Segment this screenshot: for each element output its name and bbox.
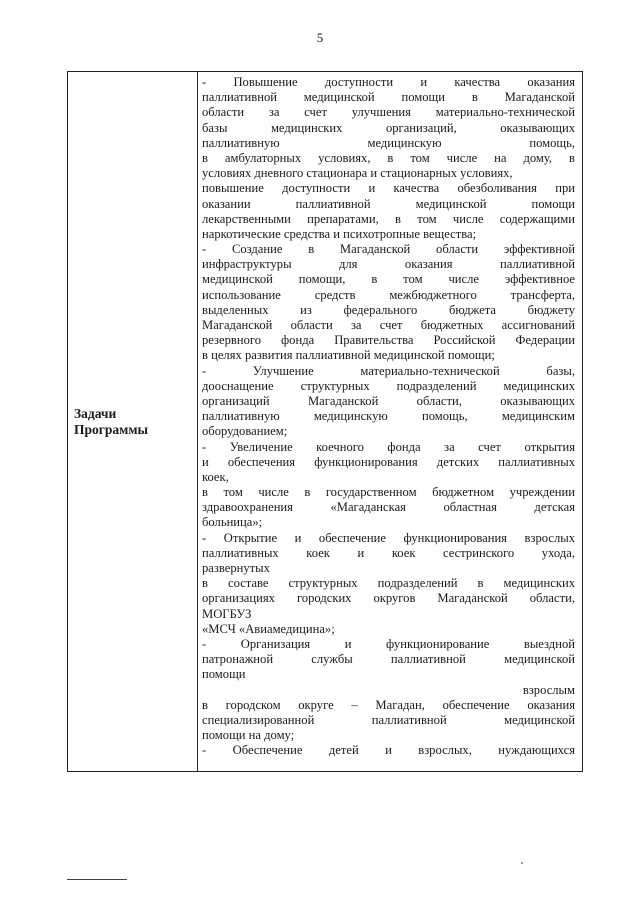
task-text-line: в городском округе – Магадан, обеспечение оказания [202,697,575,712]
task-text-line: резервного фонда Правительства Российской Федерации [202,333,575,348]
task-text-line: - Создание в Магаданской области эффективной [202,242,575,257]
tasks-content-cell [202,75,575,758]
task-text-line: специализированной паллиативной медицинской [202,712,575,727]
task-text-line: оказании паллиативной медицинской помощи [202,196,575,211]
task-text-line: развернутых [202,561,270,575]
task-text-line: медицинской помощи, в том числе эффективное [202,272,575,287]
task-text-line: использование средств межбюджетного трансферта, [202,287,575,302]
task-text-line: дооснащение структурных подразделений медицинских [202,378,575,393]
label-line-1: Задачи [74,405,117,421]
column-divider [197,72,198,771]
footer-rule [67,879,127,880]
program-tasks-table [67,71,583,772]
task-text-line: паллиативных коек и коек сестринского ухода, [202,545,575,560]
page-number: 5 [316,30,324,45]
task-text-line: организаций Магаданской области, оказывающих [202,393,575,408]
task-text-line: - Повышение доступности и качества оказания [202,75,575,89]
task-text-line: области за счет улучшения материально-технической [202,105,575,120]
task-text-line: условиях дневного стационара и стационарных условиях, [202,166,513,181]
task-text-line: повышение доступности и качества обезболивания при [202,181,575,196]
task-text-line: - Организация и функционирование выездной [202,636,575,651]
task-text-line: организациях городских округов Магаданской области, [202,591,575,606]
task-text-line: МОГБУЗ [202,606,252,621]
task-text-line: помощи на дому; [202,728,295,743]
scan-speck [521,862,523,864]
task-text-line: наркотические средства и психотропные вещества; [202,226,477,241]
task-text-line: в целях развития паллиативной медицинской помощи; [202,348,495,363]
task-text-line: паллиативную медицинскую помощь, [202,135,575,150]
task-text-line: паллиативной медицинской помощи в Магаданской [202,90,575,105]
task-text-line: больница»; [202,515,263,530]
task-text-line: - Обеспечение детей и взрослых, нуждающихся [202,743,575,758]
task-text-line: в амбулаторных условиях, в том числе на дому, в [202,150,575,165]
task-text-line: «МСЧ «Авиамедицина»; [202,621,335,636]
task-text-line: взрослым [522,682,575,697]
task-text-line: выделенных из федерального бюджета бюджету [202,302,575,317]
label-text [68,406,148,438]
task-text-line: паллиативную медицинскую помощь, медицинским [202,409,575,424]
task-text-line: оборудованием; [202,424,288,439]
task-text-line: коек, [202,469,229,484]
task-text-line: инфраструктуры для оказания паллиативной [202,257,575,272]
task-text-line: в том числе в государственном бюджетном учреждении [202,485,575,500]
task-text-line: патронажной службы паллиативной медицинской [202,652,575,667]
task-text-line: - Увеличение коечного фонда за счет открытия [202,439,575,454]
task-text-line: в составе структурных подразделений в медицинских [202,576,575,591]
task-text-line: - Улучшение материально-технической базы, [202,363,575,378]
task-text-line: лекарственными препаратами, в том числе содержащими [202,211,575,226]
task-text-line: базы медицинских организаций, оказывающих [202,120,575,135]
task-text-line: помощи [202,667,246,682]
task-text-line: - Открытие и обеспечение функционирования взрослых [202,530,575,545]
label-cell [68,72,197,771]
task-text-line: здравоохранения «Магаданская областная детская [202,500,575,515]
task-text-line: Магаданской области за счет бюджетных ассигнований [202,318,575,332]
task-text-line: и обеспечения функционирования детских паллиативных [202,454,575,469]
label-line-2: Программы [74,421,149,437]
